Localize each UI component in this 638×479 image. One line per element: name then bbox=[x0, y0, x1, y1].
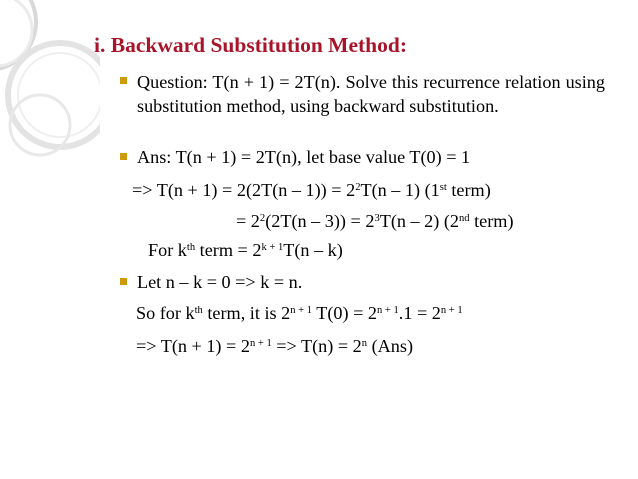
let-line-2: So for $k^{th}$ term, it is $2^{n + 1}$ $T(0) = 2^{n + 1}.1 = 2^{n + 1}$ bbox=[136, 303, 463, 323]
answer-line-4: For $k^{th}$ term = $2^{k + 1}T(n - k)$ bbox=[148, 240, 343, 260]
answer-line-2: => $T(n + 1) = 2(2T(n - 1)) = 2^2T(n - 1)$ (1st term) bbox=[132, 180, 491, 200]
bullet-square-icon bbox=[120, 278, 127, 285]
bullet-square-icon bbox=[120, 153, 127, 160]
question-text: Question: T(n + 1) = 2T(n). Solve this recurrence relation using substitution method, using backward substitution. bbox=[137, 72, 605, 117]
decorative-circles bbox=[0, 0, 100, 170]
answer-line-1: Ans: T(n + 1) = 2T(n), let base value T(0) = 1 bbox=[137, 147, 471, 167]
slide-title: i. Backward Substitution Method: bbox=[94, 33, 407, 57]
let-line-3: => $T(n + 1) = 2^{n + 1} => T(n) = 2^n$ (Ans) bbox=[136, 336, 414, 356]
answer-line-3: = $2^2(2T(n - 3)) = 2^3T(n - 2)$ (2nd term) bbox=[236, 211, 514, 231]
let-line-1: Let n – k = 0 => k = n. bbox=[137, 272, 303, 292]
bullet-square-icon bbox=[120, 77, 127, 84]
